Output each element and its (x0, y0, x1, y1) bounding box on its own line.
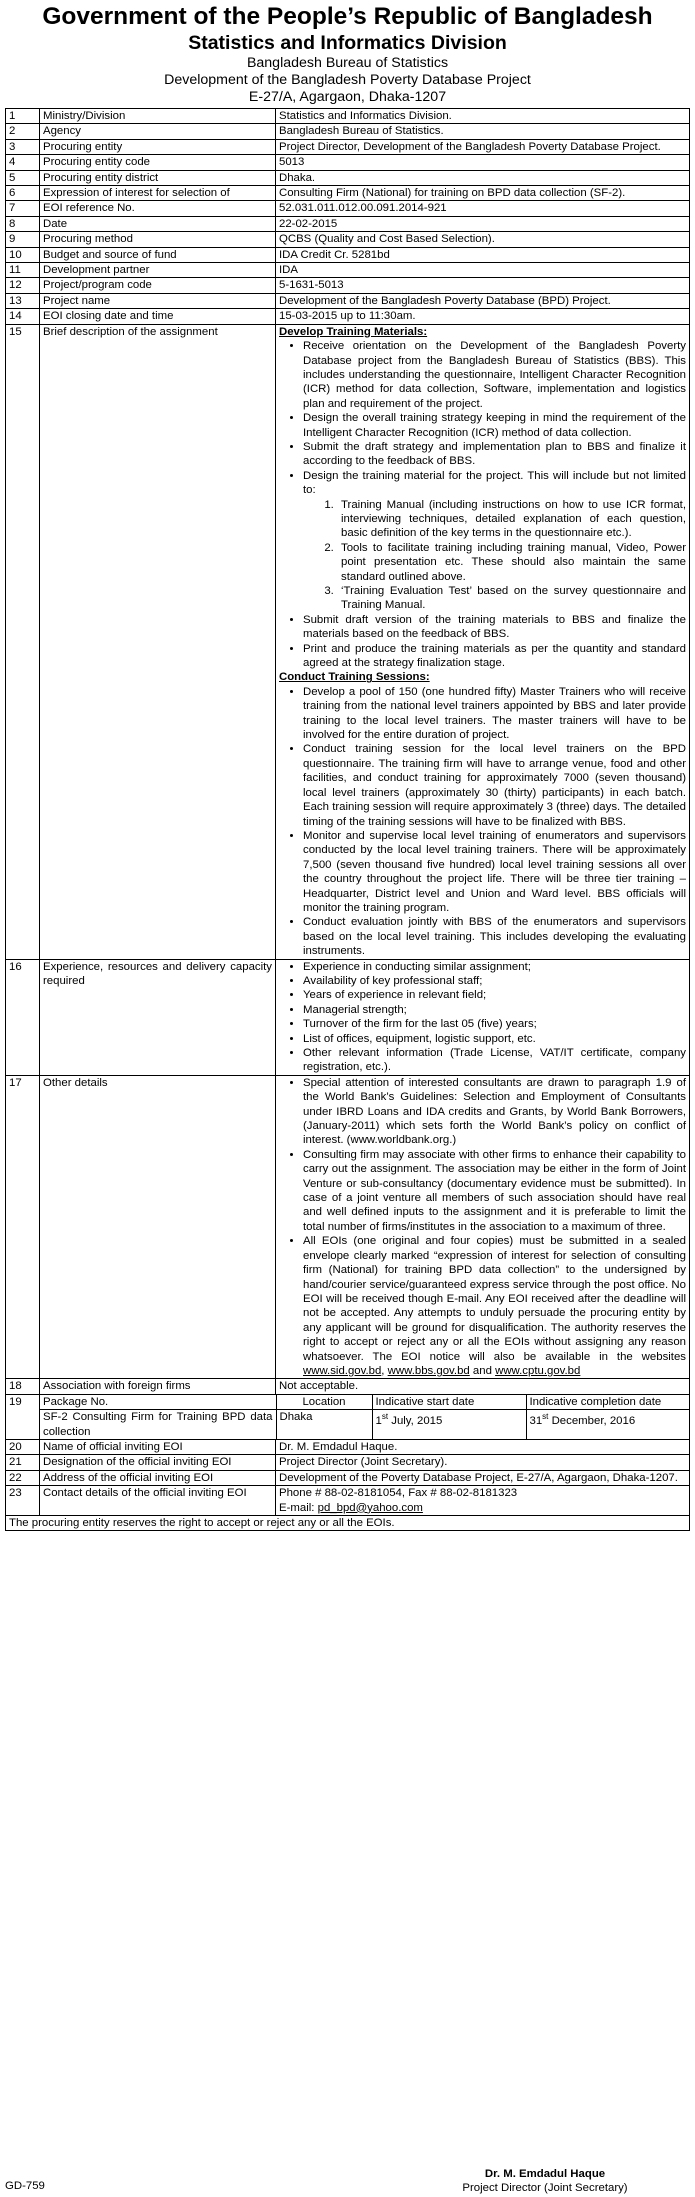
row-number: 21 (6, 1455, 40, 1470)
row-label: Brief description of the assignment (40, 324, 276, 959)
row-number: 9 (6, 232, 40, 247)
row-label: Project name (40, 293, 276, 308)
email-label: E-mail: (279, 1501, 318, 1514)
table-row (6, 1455, 690, 1470)
end-day-suffix: st (542, 1412, 549, 1422)
row-value: Statistics and Informatics Division. (276, 109, 690, 124)
section-heading-develop: Develop Training Materials: (279, 325, 428, 338)
row-label: Procuring entity code (40, 155, 276, 170)
list-item: • List of offices, equipment, logistic support, etc. (303, 1032, 686, 1046)
row-number: 6 (6, 186, 40, 201)
other-details (276, 1075, 690, 1379)
package-location: Dhaka (276, 1410, 372, 1439)
link-cptu[interactable]: www.cptu.gov.bd (495, 1364, 581, 1377)
list-item: • Submit the draft strategy and implementation plan to BBS and finalize it according to the feedback of BBS. (303, 440, 686, 469)
list-item-text: All EOIs (one original and four copies) must be submitted in a sealed envelope clearly marked “expression of interest for selection of consulting firm (National) for training BPD data collection” to the undersigned by hand/courier service/guaranteed express service through the post office. No EOI will be received though E-mail. Any EOI received after the deadline will not be accepted. Any attempts to unduly persuade the procuring entity by any applicant will be ground for disqualification. The authority reserves the right to accept or reject any or all the EOIs without assigning any reason whatsoever. The EOI notice will also be available in the websites (303, 1235, 686, 1363)
location-header: Location (276, 1395, 372, 1410)
row-number: 16 (6, 959, 40, 1075)
row-number: 22 (6, 1470, 40, 1485)
table-row (6, 1516, 690, 1531)
experience-requirements (276, 959, 690, 1075)
list-item: • Managerial strength; (303, 1003, 686, 1017)
row-number: 17 (6, 1075, 40, 1379)
other-details-list (279, 1076, 686, 1379)
row-label: Designation of the official inviting EOI (40, 1455, 276, 1470)
list-item: • Print and produce the training materials as per the quantity and standard agreed at the strategy finalization stage. (303, 642, 686, 671)
row-value: 15-03-2015 up to 11:30am. (276, 309, 690, 324)
package-cell (40, 1394, 690, 1439)
row-label: Other details (40, 1075, 276, 1379)
conduct-bullets (279, 685, 686, 959)
list-item: • Submit draft version of the training materials to BBS and finalize the materials based on the feedback of BBS. (303, 613, 686, 642)
package-name: SF-2 Consulting Firm for Training BPD data collection (43, 1411, 273, 1438)
list-item: • Monitor and supervise local level training of enumerators and supervisors conducted by the local level training trainers. There will be approximately 7,500 (seven thousand five hundred) local level training sessions all over the country throughout the project life. There will be three tier training – Headquarter, District level and Union and Ward level. BBS officials will monitor the training program. (303, 829, 686, 915)
start-month-year: July, 2015 (388, 1414, 443, 1427)
completion-date-header: Indicative completion date (526, 1395, 689, 1410)
table-row (6, 1075, 690, 1379)
row-label: Address of the official inviting EOI (40, 1470, 276, 1485)
section-heading-conduct: Conduct Training Sessions: (279, 671, 430, 684)
start-day-suffix: st (381, 1412, 389, 1422)
package-completion-date (526, 1410, 689, 1439)
package-header: Package No. (40, 1395, 276, 1410)
table-row (6, 247, 690, 262)
table-row (6, 278, 690, 293)
table-row (6, 109, 690, 124)
row-label: Procuring entity district (40, 170, 276, 185)
list-item: • Develop a pool of 150 (one hundred fifty) Master Trainers who will receive training from the national level trainers appointed by BBS and later provide training to the local level trainers. The master trainers will have to be involved for the entire duration of project. (303, 685, 686, 743)
gd-code: GD-759 (5, 2180, 45, 2192)
package-row (40, 1410, 689, 1439)
list-item (303, 1234, 686, 1378)
row-value: IDA Credit Cr. 5281bd (276, 247, 690, 262)
row-value: Development of the Poverty Database Project, E-27/A, Agargaon, Dhaka-1207. (276, 1470, 690, 1485)
phone-fax: Phone # 88-02-8181054, Fax # 88-02-8181323 (279, 1487, 518, 1500)
row-label: Procuring method (40, 232, 276, 247)
row-label: Ministry/Division (40, 109, 276, 124)
list-item: • Other relevant information (Trade License, VAT/IT certificate, company registration, etc.). (303, 1046, 686, 1075)
package-table (40, 1395, 689, 1439)
notice-header (5, 0, 690, 106)
row-number: 2 (6, 124, 40, 139)
email-line (279, 1501, 686, 1515)
row-label: Association with foreign firms (40, 1379, 276, 1394)
table-row (6, 263, 690, 278)
link-bbs[interactable]: www.bbs.gov.bd (387, 1364, 470, 1377)
list-item: 1. Training Manual (including instructions on how to use ICR format, interviewing techniques, detailed explanation of each question, basic definition of the key terms in the questionnaire etc.). (337, 498, 686, 541)
row-number: 15 (6, 324, 40, 959)
row-value: Project Director, Development of the Bangladesh Poverty Database Project. (276, 139, 690, 154)
start-day: 1 (375, 1414, 382, 1427)
signatory-name: Dr. M. Emdadul Haque (484, 2168, 606, 2180)
email-link[interactable]: pd_bpd@yahoo.com (317, 1501, 423, 1514)
separator: , (381, 1364, 388, 1377)
table-row (6, 959, 690, 1075)
table-row (6, 1470, 690, 1485)
row-value: QCBS (Quality and Cost Based Selection). (276, 232, 690, 247)
row-number: 5 (6, 170, 40, 185)
link-sid[interactable]: www.sid.gov.bd (303, 1364, 382, 1377)
table-row (6, 216, 690, 231)
row-number: 1 (6, 109, 40, 124)
row-label: Agency (40, 124, 276, 139)
table-row (6, 232, 690, 247)
row-number: 4 (6, 155, 40, 170)
row-label: Date (40, 216, 276, 231)
end-month-year: December, 2016 (548, 1414, 636, 1427)
list-item: • Conduct training session for the local level trainers on the BPD questionnaire. The training firm will have to arrange venue, food and other facilities, and conduct training for approximately 7000 (seven thousand) local level trainers (approximately 30 (thirty) participants) in each batch. Each training session will require approximately 3 (three) days. The detailed timing of the training sessions will have to be finalized with BBS. (303, 742, 686, 828)
row-value: Bangladesh Bureau of Statistics. (276, 124, 690, 139)
row-number: 20 (6, 1439, 40, 1454)
requirements-list (279, 960, 686, 1075)
list-item: • Experience in conducting similar assignment; (303, 960, 686, 974)
row-label: Experience, resources and delivery capacity required (40, 959, 276, 1075)
start-date-header: Indicative start date (372, 1395, 526, 1410)
table-row (6, 186, 690, 201)
row-number: 3 (6, 139, 40, 154)
table-row (6, 293, 690, 308)
row-label: EOI reference No. (40, 201, 276, 216)
list-item: 2. Tools to facilitate training including training manual, Video, Power point presentation etc. These should also maintain the same standard outlined above. (337, 541, 686, 584)
row-value: 22-02-2015 (276, 216, 690, 231)
training-material-list (303, 498, 686, 613)
table-row (6, 324, 690, 959)
list-item: • Design the overall training strategy keeping in mind the requirement of the Intelligent Character Recognition (ICR) method of data collection. (303, 411, 686, 440)
table-row (6, 139, 690, 154)
separator: and (469, 1364, 496, 1377)
list-item: • Receive orientation on the Development of the Bangladesh Poverty Database project from the Bangladesh Bureau of Statistics (BBS). This includes understanding the questionnaire, Intelligent Character Recognition (ICR) method for data collection, Software, implementation and logistics plan and requirement of the project. (303, 339, 686, 411)
row-value: Project Director (Joint Secretary). (276, 1455, 690, 1470)
table-row (6, 201, 690, 216)
row-value: 52.031.011.012.00.091.2014-921 (276, 201, 690, 216)
row-label: Budget and source of fund (40, 247, 276, 262)
list-item: • Conduct evaluation jointly with BBS of the enumerators and supervisors based on the local level training. This includes developing the evaluating instruments. (303, 915, 686, 958)
list-item: • Years of experience in relevant field; (303, 988, 686, 1002)
row-number: 23 (6, 1486, 40, 1516)
table-row (6, 1486, 690, 1516)
division-title: Statistics and Informatics Division (188, 32, 507, 54)
table-row (6, 1439, 690, 1454)
row-value: 5013 (276, 155, 690, 170)
list-item: 3. ‘Training Evaluation Test’ based on the survey questionnaire and Training Manual. (337, 584, 686, 613)
bureau-name: Bangladesh Bureau of Statistics (246, 55, 449, 71)
office-address: E-27/A, Agargaon, Dhaka-1207 (248, 89, 447, 105)
row-label: Name of official inviting EOI (40, 1439, 276, 1454)
table-row (6, 155, 690, 170)
table-row (6, 1394, 690, 1439)
table-row (6, 170, 690, 185)
row-label: Procuring entity (40, 139, 276, 154)
row-label: EOI closing date and time (40, 309, 276, 324)
row-number: 8 (6, 216, 40, 231)
eoi-table (5, 108, 690, 1531)
list-item-text: Design the training material for the project. This will include but not limited to: (303, 469, 686, 497)
signature-block (425, 2167, 665, 2196)
list-item: • Turnover of the firm for the last 05 (five) years; (303, 1017, 686, 1031)
table-row (6, 1379, 690, 1394)
row-value: Development of the Bangladesh Poverty Database (BPD) Project. (276, 293, 690, 308)
row-label: Project/program code (40, 278, 276, 293)
table-row (6, 124, 690, 139)
list-item: • Special attention of interested consultants are drawn to paragraph 1.9 of the World Bank’s Guidelines: Selection and Employment of Consultants under IBRD Loans and IDA credits and Grants, by World Bank Borrowers, (January-2011) which sets forth the World Bank’s policy on conflict of interest. (www.worldbank.org.) (303, 1076, 686, 1148)
row-value: IDA (276, 263, 690, 278)
row-label: Contact details of the official inviting EOI (40, 1486, 276, 1516)
row-value: Consulting Firm (National) for training on BPD data collection (SF-2). (276, 186, 690, 201)
row-number: 10 (6, 247, 40, 262)
project-title: Development of the Bangladesh Poverty Database Project (164, 72, 531, 88)
row-value: 5-1631-5013 (276, 278, 690, 293)
row-number: 13 (6, 293, 40, 308)
row-number: 12 (6, 278, 40, 293)
package-start-date (372, 1410, 526, 1439)
assignment-description (276, 324, 690, 959)
develop-bullets (279, 339, 686, 670)
row-number: 19 (6, 1394, 40, 1439)
contact-details (276, 1486, 690, 1516)
government-title: Government of the People’s Republic of Bangladesh (42, 3, 653, 30)
list-item (303, 469, 686, 613)
row-number: 14 (6, 309, 40, 324)
row-label: Development partner (40, 263, 276, 278)
row-label: Expression of interest for selection of (40, 186, 276, 201)
row-value: Dhaka. (276, 170, 690, 185)
row-number: 11 (6, 263, 40, 278)
row-value: Dr. M. Emdadul Haque. (276, 1439, 690, 1454)
footer-note: The procuring entity reserves the right to accept or reject any or all the EOIs. (6, 1516, 690, 1531)
row-number: 18 (6, 1379, 40, 1394)
end-day: 31 (529, 1414, 543, 1427)
list-item: • Availability of key professional staff; (303, 974, 686, 988)
row-number: 7 (6, 201, 40, 216)
list-item: • Consulting firm may associate with other firms to enhance their capability to carry out the assignment. The association may be either in the form of Joint Venture or sub-consultancy (documentary evidence must be submitted). In case of a joint venture all members of such association should have real and well defined inputs to the assignment and it is preferable to limit the total number of firms/institutes in the association to a maximum of three. (303, 1148, 686, 1234)
package-header-row (40, 1395, 689, 1410)
row-value: Not acceptable. (276, 1379, 690, 1394)
signatory-title: Project Director (Joint Secretary) (462, 2182, 628, 2195)
table-row (6, 309, 690, 324)
